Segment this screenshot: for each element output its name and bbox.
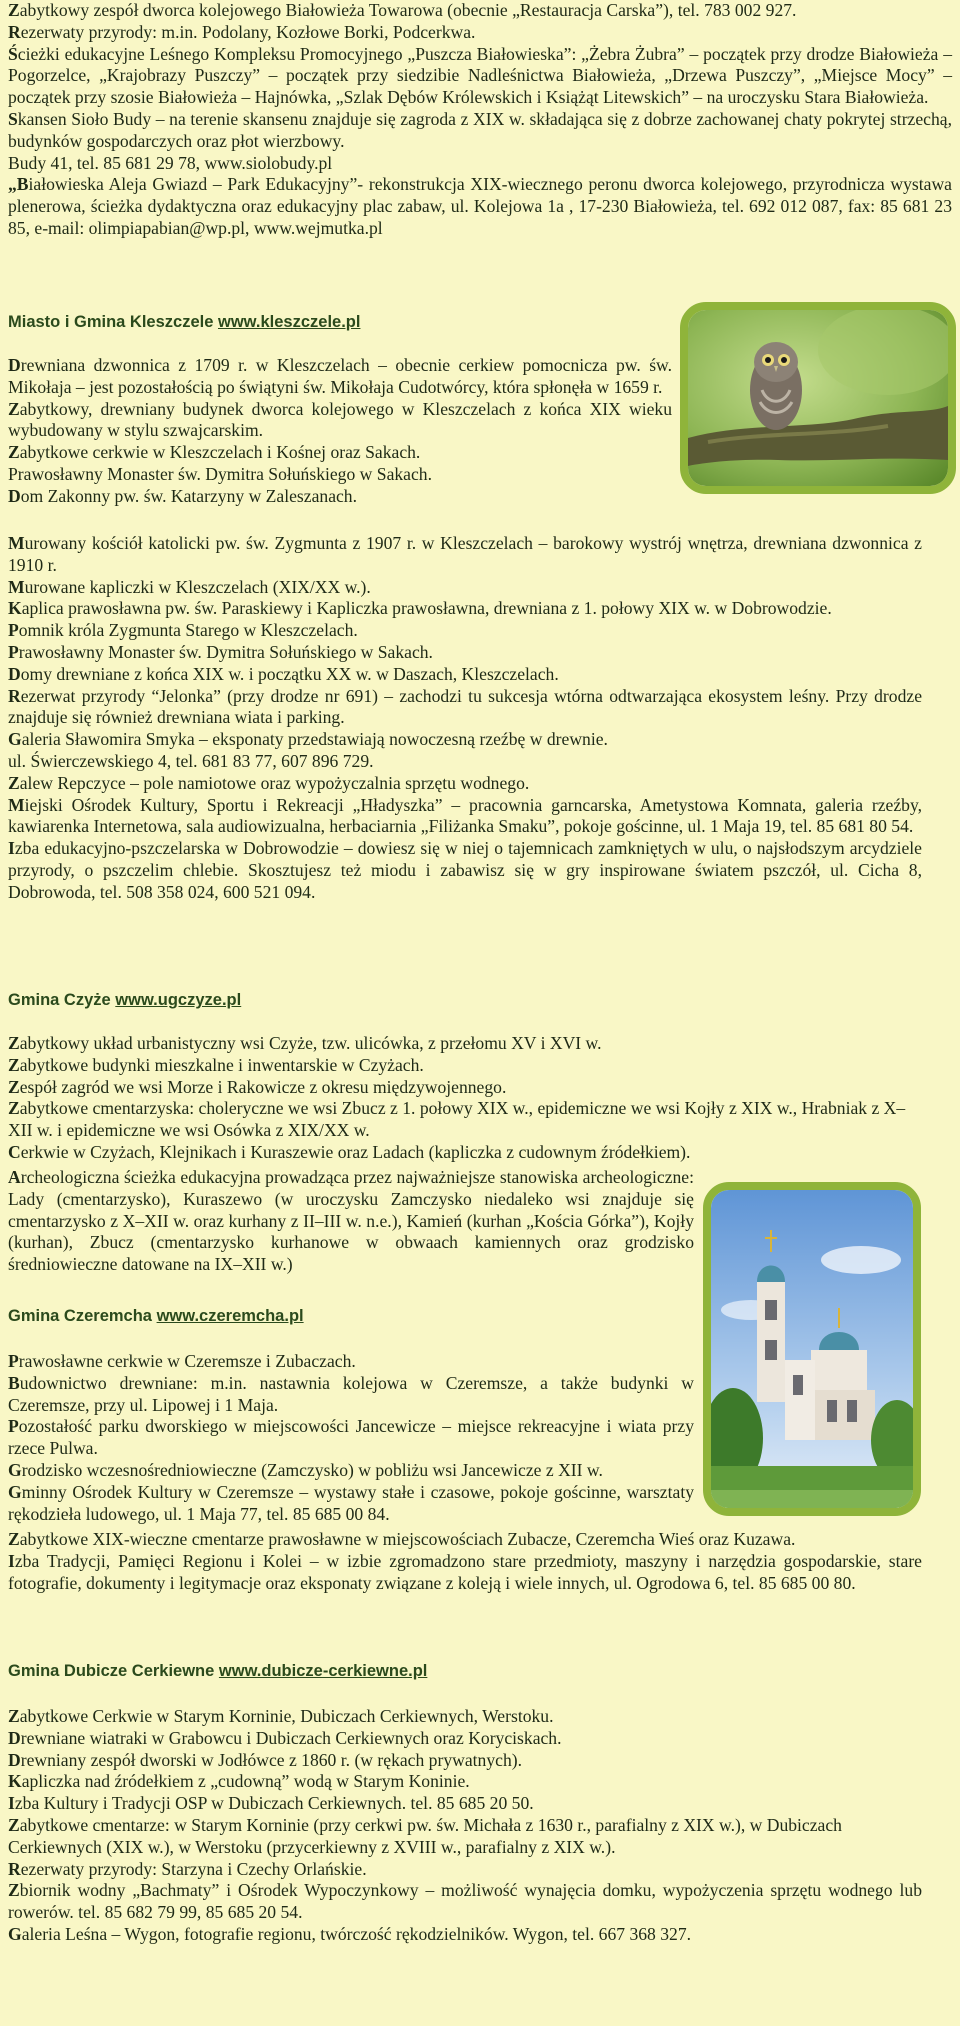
- section-heading-dubicze: Gmina Dubicze Cerkiewne www.dubicze-cerkiewne.pl: [8, 1662, 428, 1680]
- list-item: Murowane kapliczki w Kleszczelach (XIX/XX w.).: [8, 576, 371, 597]
- list-item: Zalew Repczyce – pole namiotowe oraz wypożyczalnia sprzętu wodnego.: [8, 772, 530, 793]
- list-item: Zbiornik wodny „Bachmaty” i Ośrodek Wypoczynkowy – możliwość wynajęcia domku, wypożyczenia sprzętu wodnego lub rowerów. tel. 85 682 79 99, 85 685 20 54.: [8, 1880, 922, 1923]
- czyze-link[interactable]: www.ugczyze.pl: [115, 991, 242, 1009]
- list-item: Miejski Ośrodek Kultury, Sportu i Rekreacji „Hładyszka” – pracownia garncarska, Ametystowa Komnata, galeria rzeźby, kawiarenka Internetowa, sala audiowizualna, herbaciarnia „Filiżanka Smaku”, pokoje gościnne, ul. 1 Maja 19, tel. 85 681 80 54.: [8, 794, 922, 837]
- czyze-section-bottom: [8, 1167, 694, 1276]
- list-item: Prawosławny Monaster św. Dymitra Sołuńskiego w Sakach.: [8, 463, 432, 484]
- bialowieza-section: [8, 0, 952, 240]
- list-item: Galeria Sławomira Smyka – eksponaty przedstawiają nowoczesną rzeźbę w drewnie. ul. Świerczewskiego 4, tel. 681 83 77, 607 896 729.: [8, 729, 608, 771]
- list-item: Dom Zakonny pw. św. Katarzyny w Zaleszanach.: [8, 485, 358, 506]
- list-item: Drewniana dzwonnica z 1709 r. w Kleszczelach – obecnie cerkiew pomocnicza pw. św. Mikołaja – jest pozostałością po świątyni św. Mikołaja Cudotwórcy, która spłonęła w 1659 r.: [8, 355, 672, 397]
- list-item: Prawosławne cerkwie w Czeremsze i Zubaczach.: [8, 1351, 356, 1371]
- list-item: Zabytkowy zespół dworca kolejowego Białowieża Towarowa (obecnie „Restauracja Carska”), tel. 783 002 927.: [8, 0, 797, 20]
- list-item: Drewniane wiatraki w Grabowcu i Dubiczach Cerkiewnych oraz Koryciskach.: [8, 1727, 562, 1748]
- list-item: Kapliczka nad źródełkiem z „cudowną” wodą w Starym Koninie.: [8, 1771, 470, 1792]
- owl-image: [688, 310, 948, 486]
- kleszczele-link[interactable]: www.kleszczele.pl: [218, 313, 361, 331]
- list-item: Zabytkowe XIX-wieczne cmentarze prawosławne w miejscowościach Zubacze, Czeremcha Wieś oraz Kuzawa.: [8, 1529, 796, 1549]
- kleszczele-section-bottom: [8, 533, 922, 904]
- list-item: Gminny Ośrodek Kultury w Czeremsze – wystawy stałe i czasowe, pokoje gościnne, warsztaty rękodzieła ludowego, ul. 1 Maja 77, tel. 85 685 00 84.: [8, 1481, 694, 1524]
- owl-photo: [680, 302, 956, 494]
- list-item: Zespół zagród we wsi Morze i Rakowicze z okresu międzywojennego.: [8, 1076, 507, 1097]
- list-item: Ścieżki edukacyjne Leśnego Kompleksu Promocyjnego „Puszcza Białowieska”: „Żebra Żubra” – początek przy drodze Białowieża – Pogorzelce, „Krajobrazy Puszczy” – początek przy siedzibie Nadleśnictwa Białowieża, „Drzewa Puszczy”, „Miejsce Mocy” – początek przy szosie Białowieża – Hajnówka, „Szlak Dębów Królewskich i Książąt Litewskich” – na uroczysku Stara Białowieża.: [8, 43, 952, 108]
- list-item: Kaplica prawosławna pw. św. Paraskiewy i Kapliczka prawosławna, drewniana z 1. połowy XIX w. w Dobrowodzie.: [8, 598, 832, 619]
- list-item: „Białowieska Aleja Gwiazd – Park Edukacyjny”- rekonstrukcja XIX-wiecznego peronu dworca kolejowego, przyrodnicza wystawa plenerowa, ścieżka dydaktyczna oraz edukacyjny plac zabaw, ul. Kolejowa 1a , 17-230 Białowieża, tel. 692 012 087, fax: 85 681 23 85, e-mail: olimpiapabian@wp.pl, www.wejmutka.pl: [8, 174, 952, 238]
- list-item: Rezerwaty przyrody: Starzyna i Czechy Orlańskie.: [8, 1858, 367, 1879]
- czeremcha-link[interactable]: www.czeremcha.pl: [156, 1307, 304, 1325]
- list-item: Rezerwat przyrody “Jelonka” (przy drodze nr 691) – zachodzi tu sukcesja wtórna odtwarzająca ekosystem leśny. Przy drodze znajduje się również drewniana wiata i parking.: [8, 685, 922, 728]
- section-heading-czyze: Gmina Czyże www.ugczyze.pl: [8, 991, 242, 1009]
- list-item: Zabytkowy układ urbanistyczny wsi Czyże, tzw. ulicówka, z przełomu XV i XVI w.: [8, 1033, 602, 1053]
- list-item: Rezerwaty przyrody: m.in. Podolany, Kozłowe Borki, Podcerkwa.: [8, 21, 476, 42]
- dubicze-section: [8, 1706, 922, 1946]
- list-item: Domy drewniane z końca XIX w. i początku XX w. w Daszach, Kleszczelach.: [8, 663, 559, 684]
- section-heading-kleszczele: Miasto i Gmina Kleszczele www.kleszczele.pl: [8, 313, 361, 331]
- list-item: Zabytkowe Cerkwie w Starym Korninie, Dubiczach Cerkiewnych, Werstoku.: [8, 1706, 554, 1726]
- list-item: Grodzisko wczesnośredniowieczne (Zamczysko) w pobliżu wsi Jancewicze z XII w.: [8, 1459, 603, 1480]
- list-item: Drewniany zespół dworski w Jodłówce z 1860 r. (w rękach prywatnych).: [8, 1749, 522, 1770]
- list-item: Izba Kultury i Tradycji OSP w Dubiczach Cerkiewnych. tel. 85 685 20 50.: [8, 1793, 534, 1814]
- list-item: Prawosławny Monaster św. Dymitra Sołuńskiego w Sakach.: [8, 641, 433, 662]
- dubicze-link[interactable]: www.dubicze-cerkiewne.pl: [218, 1662, 428, 1680]
- church-photo: [703, 1182, 921, 1516]
- czeremcha-section-bottom: [8, 1529, 922, 1594]
- czeremcha-section-top: [8, 1351, 694, 1525]
- list-item: Cerkwie w Czyżach, Klejnikach i Kuraszewie oraz Ladach (kapliczka z cudownym źródełkiem).: [8, 1141, 691, 1162]
- list-item: Archeologiczna ścieżka edukacyjna prowadząca przez najważniejsze stanowiska archeologiczne: Lady (cmentarzysko), Kuraszewo (w uroczysku Zamczysko niedaleko wsi znajduje się cmentarzysko z X–XII w. oraz kurhany z II–III w. n.e.), Kamień (kurhan „Kościa Górka”), Kojły (kurhan), Zbucz (cmentarzysko kurhanowe w obwaach kamiennych oraz grodzisko średniowieczne datowane na IX–XII w.): [8, 1167, 694, 1275]
- list-item: Budownictwo drewniane: m.in. nastawnia kolejowa w Czeremsze, a także budynki w Czeremsze, przy ul. Lipowej i 1 Maja.: [8, 1372, 694, 1415]
- list-item: Zabytkowy, drewniany budynek dworca kolejowego w Kleszczelach z końca XIX wieku wybudowany w stylu szwajcarskim.: [8, 398, 672, 441]
- kleszczele-section-top: [8, 355, 672, 508]
- list-item: Murowany kościół katolicki pw. św. Zygmunta z 1907 r. w Kleszczelach – barokowy wystrój wnętrza, drewniana dzwonnica z 1910 r.: [8, 533, 922, 575]
- list-item: Zabytkowe cerkwie w Kleszczelach i Kośnej oraz Sakach.: [8, 442, 421, 463]
- list-item: Izba edukacyjno-pszczelarska w Dobrowodzie – dowiesz się w niej o tajemnicach zamkniętych w ulu, o najsłodszym arcydziele przyrody, o pszczelim chlebie. Skosztujesz też miodu i zabawisz się w gry inspirowane światem pszczół, ul. Cicha 8, Dobrowoda, tel. 508 358 024, 600 521 094.: [8, 838, 922, 902]
- list-item: Izba Tradycji, Pamięci Regionu i Kolei – w izbie zgromadzono stare przedmioty, maszyny i narzędzia gospodarskie, stare fotografie, dokumenty i legitymacje oraz eksponaty związane z koleją i wiele innych, ul. Ogrodowa 6, tel. 85 685 00 80.: [8, 1550, 922, 1593]
- church-image: [711, 1190, 913, 1508]
- list-item: Pomnik króla Zygmunta Starego w Kleszczelach.: [8, 620, 358, 641]
- czyze-section-top: [8, 1033, 922, 1164]
- list-item: Pozostałość parku dworskiego w miejscowości Jancewicze – miejsce rekreacyjne i wiata przy rzece Pulwa.: [8, 1416, 694, 1459]
- section-heading-czeremcha: Gmina Czeremcha www.czeremcha.pl: [8, 1307, 304, 1325]
- list-item: Zabytkowe cmentarze: w Starym Korninie (przy cerkwi pw. św. Michała z 1630 r., parafialny z XIX w.), w Dubiczach Cerkiewnych (XIX w.), w Werstoku (przycerkiewny z XVIII w., parafialny z XIX w.).: [8, 1814, 842, 1857]
- list-item: Galeria Leśna – Wygon, fotografie regionu, twórczość rękodzielników. Wygon, tel. 667 368 327.: [8, 1923, 692, 1944]
- list-item: Zabytkowe cmentarzyska: choleryczne we wsi Zbucz z 1. połowy XIX w., epidemiczne we wsi Kojły z XIX w., Hrabniak z X–XII w. i epidemiczne we wsi Osówka z XIX/XX w.: [8, 1098, 906, 1141]
- list-item: Zabytkowe budynki mieszkalne i inwentarskie w Czyżach.: [8, 1054, 424, 1075]
- list-item: Skansen Sioło Budy – na terenie skansenu znajduje się zagroda z XIX w. składająca się z dobrze zachowanej chaty pokrytej strzechą, budynków gospodarczych oraz płot wierzbowy.: [8, 108, 952, 151]
- list-item: Budy 41, tel. 85 681 29 78, www.siolobudy.pl: [8, 152, 333, 173]
